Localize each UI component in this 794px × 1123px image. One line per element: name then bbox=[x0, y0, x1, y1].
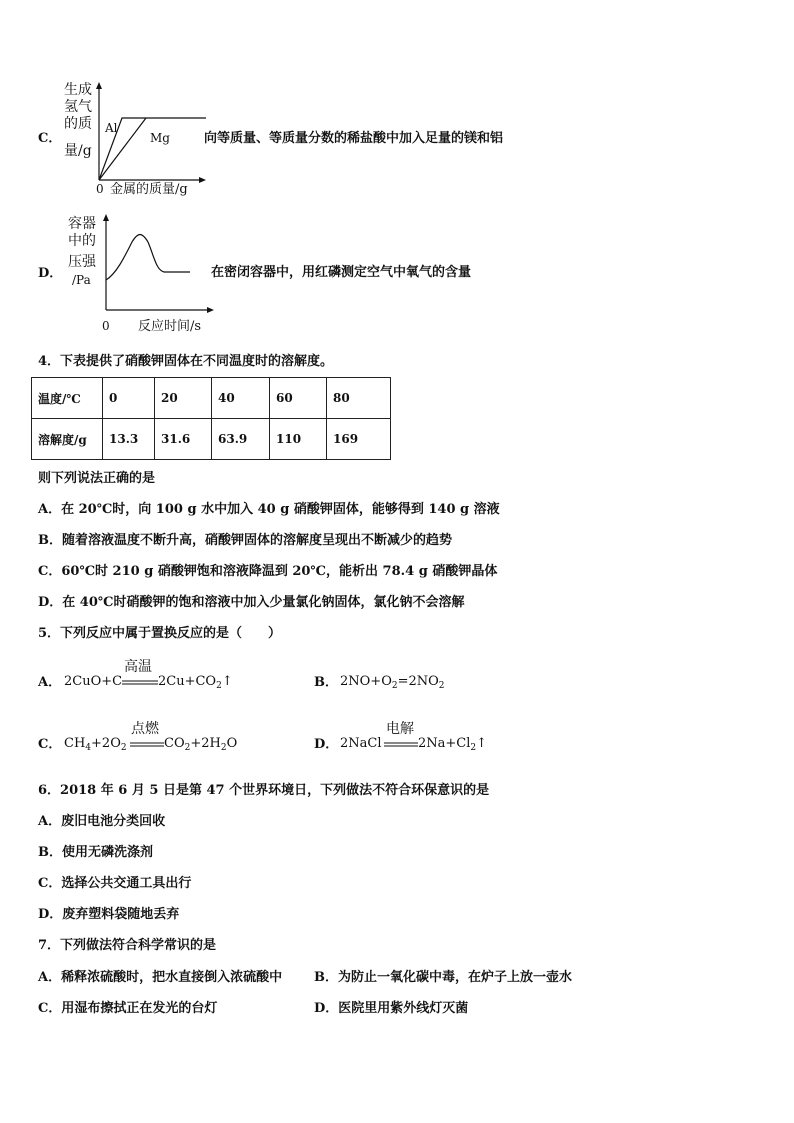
graph-ylabel: 容器 bbox=[68, 216, 96, 232]
table-cell: 温度/℃ bbox=[32, 378, 103, 419]
question-stem: 6．2018 年 6 月 5 日是第 47 个世界环境日，下列做法不符合环保意识的是 bbox=[38, 783, 490, 798]
graph-ylabel: 中的 bbox=[68, 233, 96, 249]
graph-origin: 0 bbox=[96, 182, 104, 196]
equation-d: 2NaCl bbox=[340, 736, 382, 751]
option-c: C．选择公共交通工具出行 bbox=[38, 876, 192, 891]
table-cell: 60 bbox=[270, 378, 327, 419]
equation-a-product: $2Cu+CO_2↑$ bbox=[158, 674, 233, 691]
graph-ylabel: 量/g bbox=[64, 143, 92, 159]
equals-sign bbox=[130, 742, 164, 748]
graph-xlabel: 金属的质量/g bbox=[110, 182, 188, 197]
graph-x-arrow bbox=[207, 307, 214, 313]
option-b: B．使用无磷洗涤剂 bbox=[38, 845, 153, 860]
option-b: B．为防止一氧化碳中毒，在炉子上放一壶水 bbox=[314, 970, 572, 985]
equation-b: $2NO+O_2=2NO_2$ bbox=[340, 674, 445, 691]
equation-d-product: $2Na+Cl_2↑$ bbox=[418, 736, 488, 753]
option-text: 向等质量、等质量分数的稀盐酸中加入足量的镁和铝 bbox=[204, 131, 504, 146]
equation-a: 2CuO+C bbox=[64, 674, 123, 689]
question-stem: 7．下列做法符合科学常识的是 bbox=[38, 938, 217, 953]
table-cell: 169 bbox=[327, 419, 391, 460]
table-cell: 63.9 bbox=[212, 419, 270, 460]
option-letter: A． bbox=[38, 675, 62, 690]
hydrogen-mass-graph bbox=[58, 80, 208, 200]
option-c: C．用湿布擦拭正在发光的台灯 bbox=[38, 1001, 218, 1016]
question-prompt: 则下列说法正确的是 bbox=[38, 471, 156, 486]
table-cell: 13.3 bbox=[103, 419, 155, 460]
condition-label: 电解 bbox=[386, 721, 414, 737]
solubility-table bbox=[31, 377, 391, 460]
graph-xlabel: 反应时间/s bbox=[138, 319, 202, 334]
option-d: D．医院里用紫外线灯灭菌 bbox=[314, 1001, 469, 1016]
graph-y-arrow bbox=[96, 82, 102, 89]
table-cell: 0 bbox=[103, 378, 155, 419]
table-cell: 20 bbox=[155, 378, 212, 419]
option-d: D．在 40℃时硝酸钾的饱和溶液中加入少量氯化钠固体，氯化钠不会溶解 bbox=[38, 595, 465, 610]
table-cell: 溶解度/g bbox=[32, 419, 103, 460]
option-d: D．废弃塑料袋随地丢弃 bbox=[38, 907, 180, 922]
graph-ylabel: /Pa bbox=[72, 273, 91, 287]
table-cell: 80 bbox=[327, 378, 391, 419]
equals-sign bbox=[122, 680, 158, 686]
option-a: A．废旧电池分类回收 bbox=[38, 814, 166, 829]
option-b: B．随着溶液温度不断升高，硝酸钾固体的溶解度呈现出不断减少的趋势 bbox=[38, 533, 452, 548]
option-letter: D． bbox=[38, 266, 63, 281]
al-label: Al bbox=[105, 121, 118, 135]
table-cell: 110 bbox=[270, 419, 327, 460]
option-letter: C． bbox=[38, 131, 62, 146]
equation-c: $CH_4+2O_2$ bbox=[64, 736, 127, 753]
option-letter: D． bbox=[314, 737, 339, 752]
option-letter: C． bbox=[38, 737, 62, 752]
graph-origin: 0 bbox=[102, 319, 110, 333]
pressure-curve bbox=[106, 235, 190, 281]
table-row bbox=[32, 419, 391, 460]
table-cell: 31.6 bbox=[155, 419, 212, 460]
equals-sign bbox=[384, 742, 418, 748]
table-row bbox=[32, 378, 391, 419]
question-stem: 5．下列反应中属于置换反应的是（ ） bbox=[38, 626, 282, 641]
mg-label: Mg bbox=[150, 131, 170, 145]
graph-ylabel: 的质 bbox=[64, 116, 92, 132]
graph-x-arrow bbox=[199, 177, 206, 183]
graph-ylabel: 生成 bbox=[64, 82, 92, 98]
graph-y-arrow bbox=[103, 214, 109, 221]
equation-c-product: $CO_2+2H_2O$ bbox=[164, 736, 238, 753]
option-a: A．稀释浓硫酸时，把水直接倒入浓硫酸中 bbox=[38, 970, 283, 985]
option-letter: B． bbox=[314, 675, 338, 690]
pressure-graph bbox=[64, 212, 214, 336]
graph-ylabel: 压强 bbox=[68, 254, 96, 270]
graph-ylabel: 氢气 bbox=[64, 99, 92, 115]
question-stem: 4．下表提供了硝酸钾固体在不同温度时的溶解度。 bbox=[38, 354, 334, 369]
option-text: 在密闭容器中，用红磷测定空气中氧气的含量 bbox=[211, 265, 472, 280]
condition-label: 高温 bbox=[124, 659, 152, 675]
option-c: C．60℃时 210 g 硝酸钾饱和溶液降温到 20℃，能析出 78.4 g 硝酸钾晶体 bbox=[38, 564, 498, 579]
table-cell: 40 bbox=[212, 378, 270, 419]
option-a: A．在 20℃时，向 100 g 水中加入 40 g 硝酸钾固体，能够得到 140 g 溶液 bbox=[38, 502, 500, 517]
condition-label: 点燃 bbox=[131, 721, 159, 737]
